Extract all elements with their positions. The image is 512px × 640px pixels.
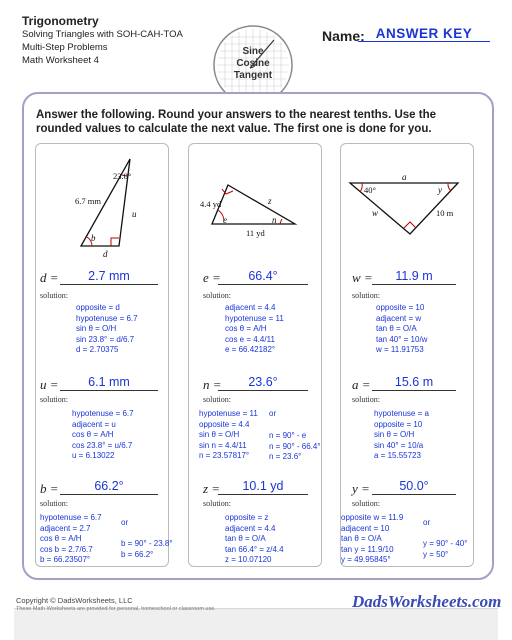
side-u-label: u [132,209,137,219]
variable-a-label: a = [352,377,371,392]
logo-word-tangent: Tangent [233,70,273,81]
or-label: or [423,518,431,527]
work-steps-b: hypotenuse = 6.7 adjacent = 2.7 cos θ = A/H cos b = 2.7/6.7 b = 66.23507° [40,513,102,564]
variable-d-label: d = [40,270,59,285]
worksheet-subtitle: Multi-Step Problems [22,42,108,53]
usage-note: These Math Worksheets are provided for personal, homeschool or classroom use. [16,606,216,612]
name-label: Name: [322,28,365,44]
solution-label: solution: [352,499,381,508]
side-a-label: a [402,172,407,182]
variable-u-label: u = [40,377,59,392]
logo-word-sine: Sine [242,46,264,57]
worksheet-number: Math Worksheet 4 [22,55,99,66]
worksheet-header [22,14,183,67]
variable-z-label: z = [203,481,221,496]
answer-b: 66.2° [94,479,124,493]
instructions: Answer the following. Round your answers to the nearest tenths. Use the rounded values to calculate the next value. The first one is done for you. [36,109,437,135]
solution-label: solution: [203,291,232,300]
variable-e-label: e = [203,270,221,285]
triangle-1-diagram [35,143,169,263]
answer-a: 15.6 m [394,375,434,389]
solution-label: solution: [352,291,381,300]
site-logo[interactable]: DadsWorksheets.com [352,592,502,611]
answer-y: 50.0° [399,479,429,493]
solution-label: solution: [40,499,69,508]
or-label: or [269,409,277,418]
angle-b-label: b [91,233,96,243]
variable-w-label: w = [352,270,373,285]
work-alt-b: b = 90° - 23.8° b = 66.2° [121,539,173,559]
solution-label: solution: [40,395,69,404]
work-steps-u: hypotenuse = 6.7 adjacent = u cos θ = A/H cos 23.8° = u/6.7 u = 6.13022 [72,409,134,460]
side-z-label: z [268,196,272,206]
variable-n-label: n = [203,377,222,392]
solution-label: solution: [352,395,381,404]
answer-u: 6.1 mm [88,375,130,389]
angle-label: 23.8° [113,171,132,181]
worksheet-title: Trigonometry [22,14,99,28]
answer-d: 2.7 mm [88,269,130,283]
or-label: or [121,518,129,527]
angle-40-label: 40° [364,185,376,195]
logo-word-cosine: Cosine [236,58,270,69]
work-steps-z: opposite = z adjacent = 4.4 tan θ = O/A tan 66.4° = z/4.4 z = 10.07120 [225,513,284,564]
angle-e-label: e [223,215,227,225]
name-field: ANSWER KEY [358,26,490,42]
triangle-3-diagram [340,143,474,263]
copyright-text: Copyright © DadsWorksheets, LLC [16,596,133,605]
side-10-label: 10 m [436,208,454,218]
work-steps-w: opposite = 10 adjacent = w tan θ = O/A tan 40° = 10/w w = 11.91753 [376,303,428,354]
side-4-4-label: 4.4 yd [200,199,222,209]
angle-n-label: n [272,215,277,225]
answer-n: 23.6° [248,375,278,389]
solution-label: solution: [40,291,69,300]
side-11-label: 11 yd [246,228,265,238]
hypotenuse-label: 6.7 mm [75,196,101,206]
footer-bar [14,608,498,640]
variable-y-label: y = [352,481,370,496]
work-steps-a: hypotenuse = a opposite = 10 sin θ = O/H sin 40° = 10/a a = 15.55723 [374,409,429,460]
answer-e: 66.4° [248,269,278,283]
side-w-label: w [372,208,379,218]
answer-w: 11.9 m [395,269,433,283]
worksheet-subtitle: Solving Triangles with SOH-CAH-TOA [22,29,183,40]
work-steps-e: adjacent = 4.4 hypotenuse = 11 cos θ = A/H cos e = 4.4/11 e = 66.42182° [225,303,284,354]
work-steps-d: opposite = d hypotenuse = 6.7 sin θ = O/H sin 23.8° = d/6.7 d = 2.70375 [76,303,138,354]
angle-y-label: y [438,185,442,195]
work-alt-n: n = 90° - e n = 90° - 66.4° n = 23.6° [269,431,321,461]
triangle-2-diagram [188,143,322,263]
work-steps-n: hypotenuse = 11 opposite = 4.4 sin θ = O/H sin n = 4.4/11 n = 23.57817° [199,409,258,460]
solution-label: solution: [203,499,232,508]
work-alt-y: y = 90° - 40° y = 50° [423,539,468,559]
work-steps-y: opposite w = 11.9 adjacent = 10 tan θ = O/A tan y = 11.9/10 y = 49.95845° [341,513,404,564]
answer-z: 10.1 yd [242,479,284,493]
solution-label: solution: [203,395,232,404]
side-d-label: d [103,249,108,259]
variable-b-label: b = [40,481,59,496]
